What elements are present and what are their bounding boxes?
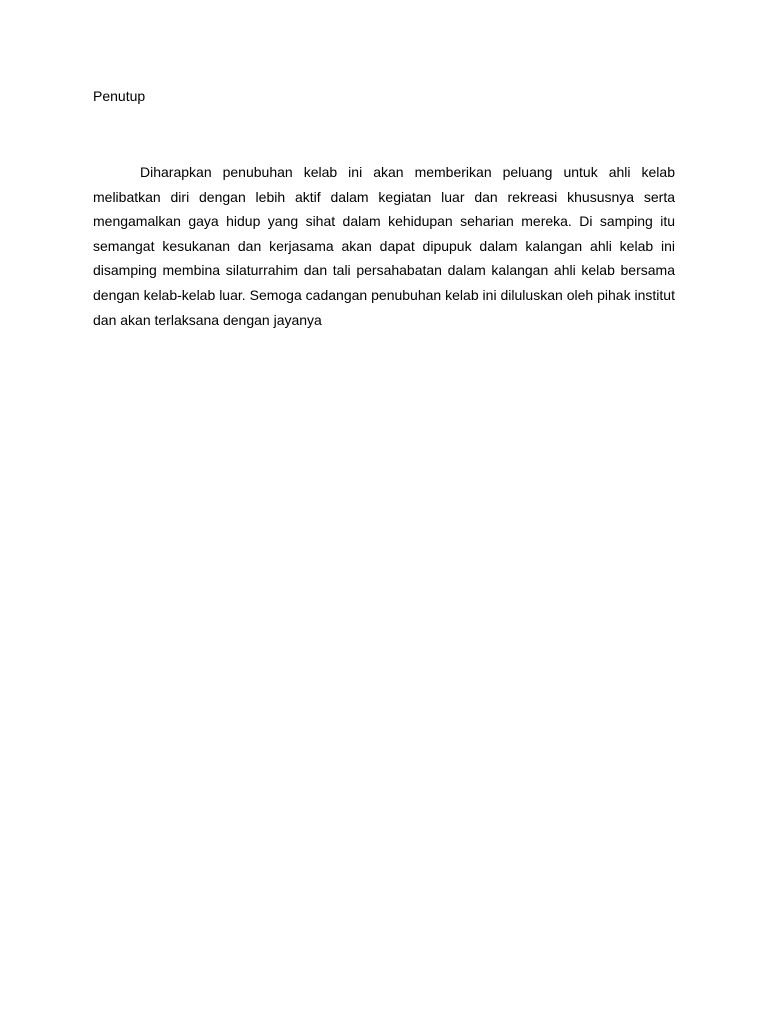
section-heading: Penutup [93, 88, 146, 104]
body-paragraph: Diharapkan penubuhan kelab ini akan memberikan peluang untuk ahli kelab melibatkan diri dengan lebih aktif dalam kegiatan luar dan rekreasi khususnya serta mengamalkan gaya hidup yang sihat dalam kehidupan seharian mereka. Di samping itu semangat kesukanan dan kerjasama akan dapat dipupuk dalam kalangan ahli kelab ini disamping membina silaturrahim dan tali persahabatan dalam kalangan ahli kelab bersama dengan kelab-kelab luar. Semoga cadangan penubuhan kelab ini diluluskan oleh pihak institut dan akan terlaksana dengan jayanya [93, 164, 675, 328]
